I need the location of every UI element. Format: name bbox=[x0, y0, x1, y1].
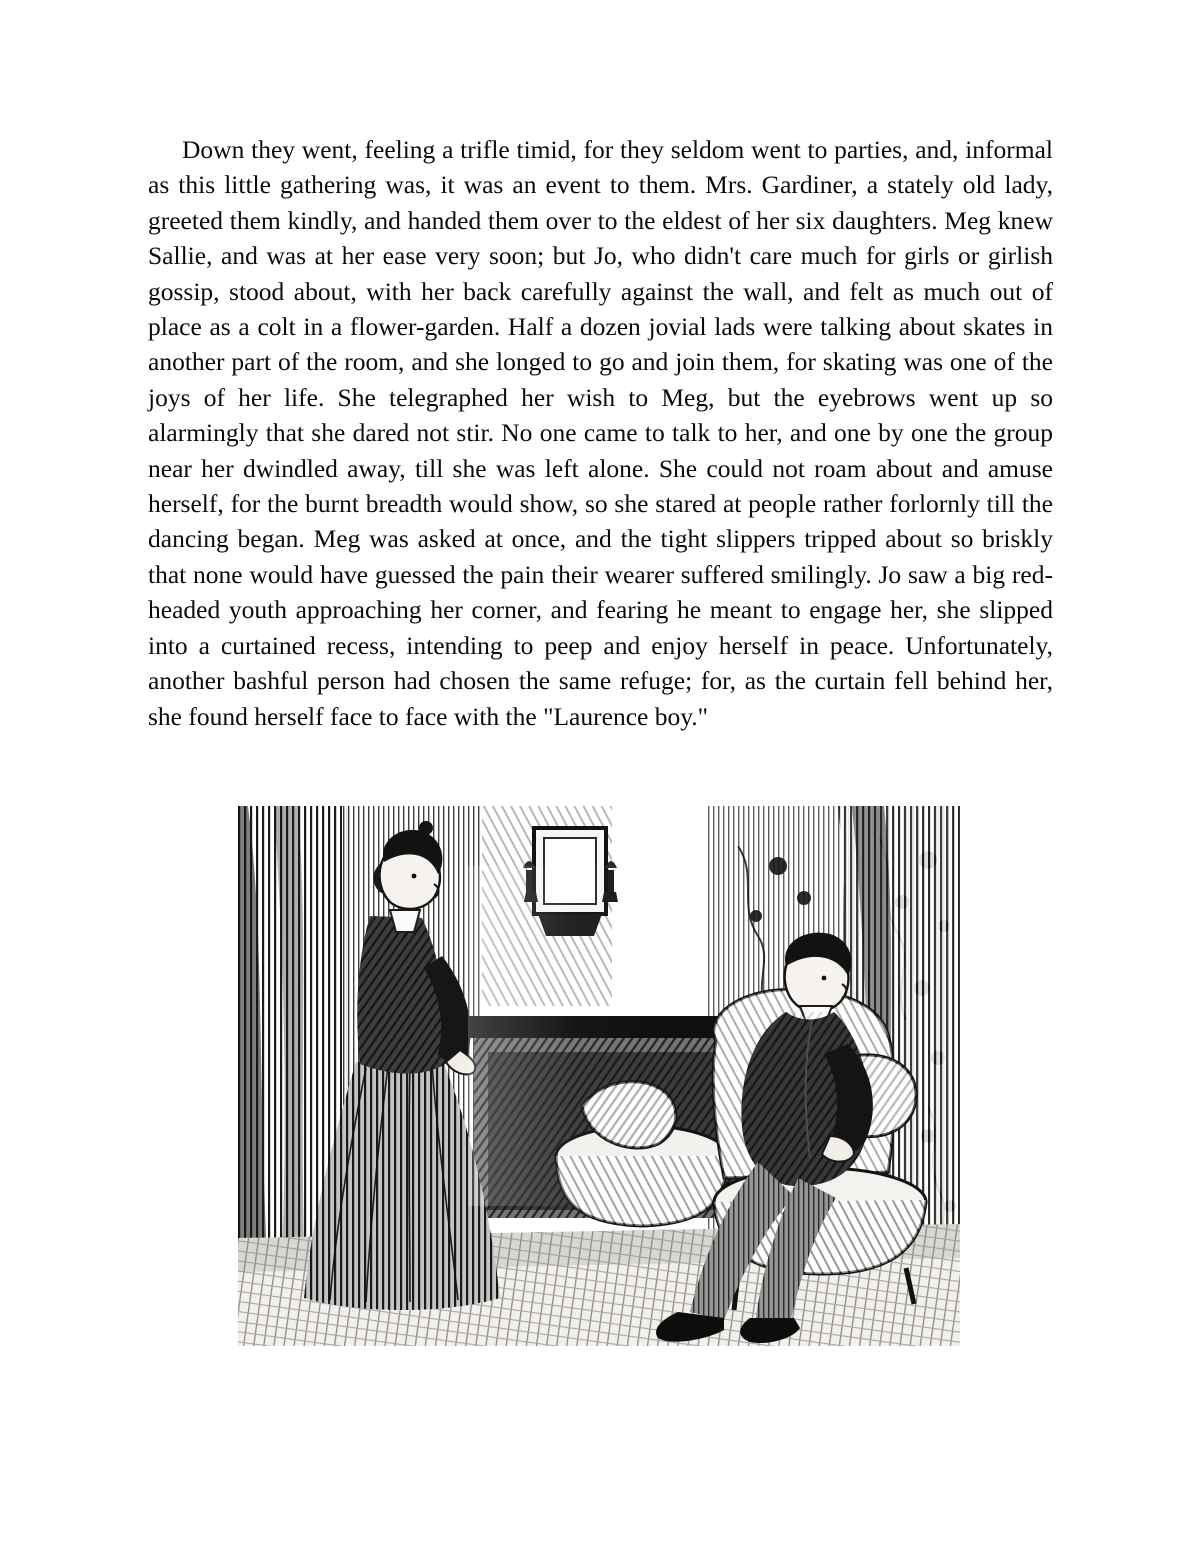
parlor-scene-engraving bbox=[238, 806, 960, 1366]
illustration-figure bbox=[238, 806, 960, 1366]
body-paragraph bbox=[148, 132, 1053, 734]
paragraph-text: Down they went, feeling a trifle timid, for they seldom went to parties, and, informal as this little gathering was, it was an event to them. Mrs. Gardiner, a stately old lady, greeted them kindly, and handed them over to the eldest of her six daughters. Meg knew Sallie, and was at her ease very soon; but Jo, who didn't care much for girls or girlish gossip, stood about, with her back carefully against the wall, and felt as much out of place as a colt in a flower-garden. Half a dozen jovial lads were talking about skates in another part of the room, and she longed to go and join them, for skating was one of the joys of her life. She telegraphed her wish to Meg, but the eyebrows went up so alarmingly that she dared not stir. No one came to talk to her, and one by one the group near her dwindled away, till she was left alone. She could not roam about and amuse herself, for the burnt breadth would show, so she stared at people rather forlornly till the dancing began. Meg was asked at once, and the tight slippers tripped about so briskly that none would have guessed the pain their wearer suffered smilingly. Jo saw a big red-headed youth approaching her corner, and fearing he meant to engage her, she slipped into a curtained recess, intending to peep and enjoy herself in peace. Unfortunately, another bashful person had chosen the same refuge; for, as the curtain fell behind her, she found herself face to face with the "Laurence boy." bbox=[148, 135, 1053, 731]
